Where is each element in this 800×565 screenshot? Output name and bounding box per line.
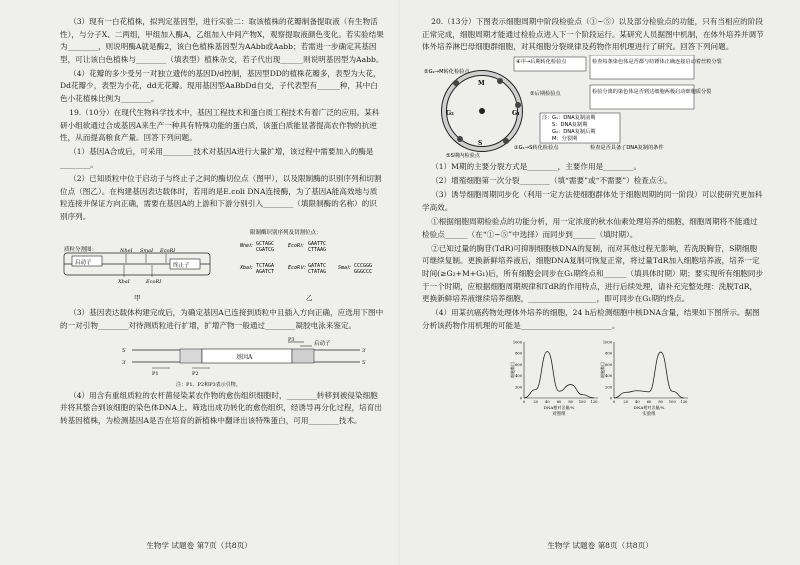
y-tick-label: 1000 <box>602 340 612 345</box>
histogram-control <box>509 341 598 417</box>
y-tick-label: 800 <box>515 351 522 356</box>
enzyme-nhe-seq1: GCTAGC <box>256 241 275 247</box>
q18-part4: （4）花瓣的多少受另一对独立遗传的基因D/d控制，基因型DD的植株花瓣多，表型为大花，Dd花瓣少，表型为小花，dd无花瓣。现用基因型AaBbDd自交，子代表型有______种，其中白色小花植株比例为________。 <box>60 68 381 104</box>
q19-part3: （3）基因表达载体构建完成后，为确定基因A已连接到质粒中且插入方向正确，应选用下图中的一对引物________对待测质粒进行扩增，扩增产物一般通过________凝胶电泳来鉴定。 <box>60 308 384 330</box>
q19-part4: （4）用含有重组质粒的农杆菌侵染某农作物的愈伤组织细胞时，________转移到被侵染细胞并将其整合到该细胞的染色体DNA上。筛选出成功转化的愈伤组织，经诱导再分化过程，培育出转基因植株，为检测基因A是否在培育的新植株中翻译出该特殊蛋白，可用________技术。 <box>60 390 382 425</box>
legend-m: M：分裂期 <box>552 136 578 143</box>
enzyme-ecov-name: EcoRⅤ: <box>288 265 307 271</box>
checkpoint-midanaphase-label: ④中→后期转化检验点 <box>516 59 567 66</box>
fig-yi-caption: 乙 <box>306 294 313 302</box>
checkpoint-spindle-desc: 检查每条染色体是否都与纺锤体正确连接启动着丝粒分裂 <box>592 59 722 66</box>
y-tick-label: 200 <box>515 385 522 390</box>
enzyme-table <box>239 241 372 275</box>
enzyme-xba-seq2: AGATCT <box>256 269 275 275</box>
series-line <box>524 352 594 398</box>
enzyme-eco-seq1: GAATTC <box>308 241 327 247</box>
svg-text:G₁: G₁ <box>512 110 520 118</box>
q19-part1: （1）基因A合成后，可采用________技术对基因A进行大量扩增，该过程中需要加入的酶是________。 <box>60 147 374 170</box>
x-axis-label: DNA相对含量/% <box>633 405 665 410</box>
x-tick-label: 100 <box>668 400 676 404</box>
plasmid-promoter-label: 启动子 <box>75 260 92 266</box>
x-tick-label: 120 <box>680 400 688 404</box>
right-footer: 生物学 试题卷 第8页（共8页） <box>547 541 653 551</box>
enzyme-sma-name: SmaⅠ: <box>338 265 352 271</box>
x-tick-label: 60 <box>646 400 652 404</box>
x-tick-label: 20 <box>533 400 538 404</box>
q20-part2: （2）增殖细胞第一次分裂________（填“需要”或“不需要”）检查点④。 <box>431 176 672 186</box>
y-tick-label: 400 <box>605 374 612 379</box>
enzyme-nhe-seq2: CGATCG <box>256 247 275 253</box>
x-axis-label: DNA相对含量/% <box>543 405 575 410</box>
q20-stem: 20.（13分）下图表示细胞周期中阶段检验点（①~⑤）以及部分检验点的功能，只有当相应的阶段正常完成，细胞周期才能通过检验点进入下一个阶段运行。某研究人员据图中机制，在体外培养并调节体外培养淋巴母细胞群细胞，对其细胞分裂规律及药物作用机理进行了研究。回答下列问题。 <box>422 17 764 52</box>
q19-stem: 19.（10分）在现代生物科学技术中，基因工程技术和蛋白质工程技术有着广泛的应用。某科研小组欲通过合成基因A来生产一种具有特殊功能的蛋白质，该蛋白质能显著提高农作物的抗逆性，从而提高粮食产量。回答下列问题。 <box>60 108 380 143</box>
left-page <box>0 0 398 565</box>
enzyme-nhe-name: NheⅠ: <box>240 243 254 249</box>
checkpoint-anaphase-label: ⑤后期检验点 <box>530 91 561 98</box>
q18-part3: （3）现有一白花植株，拟判定基因型，进行实验二：取该植株的花瓣制备提取液（有生物活性），与分子X、二两组，甲组加入酶A，乙组加入中间产物X，观察提取液颜色变化。若实验结果为________，则说明酶A就是酶2，该白色植株基因型为AAbb或Aabb；若需进一步确定其基因型，可让该白色植株与________（填表型）植株杂交，若子代出现______则说明基因型为Aabb。 <box>60 17 384 64</box>
y-tick-label: 400 <box>515 374 522 379</box>
y-axis-label: 细胞数目 <box>600 362 605 378</box>
legend-g1: G₁：DNA复制前期 <box>552 115 596 122</box>
primer-p2: P2 <box>192 370 199 377</box>
primer-promoter-label: 启动子 <box>314 340 331 347</box>
svg-text:M: M <box>478 80 485 88</box>
svg-text:5′: 5′ <box>362 359 367 366</box>
y-tick-label: 800 <box>605 351 612 356</box>
enzyme-ecov-seq1: GATATC <box>308 263 327 269</box>
enzyme-sma-seq2: GGGCCC <box>354 269 373 275</box>
x-tick-label: 0 <box>522 400 526 404</box>
primer-p3: P3 <box>288 336 295 343</box>
q20-part4: （4）用某抗癌药物处理体外培养的细胞，24 h后检测细胞中核DNA含量，结果如下图所示。据图分析该药物作用机理的可能是________________________。 <box>422 308 760 330</box>
enzyme-eco-seq2: CTTAAG <box>308 247 327 253</box>
y-tick-label: 200 <box>605 385 612 390</box>
enzyme-xba-seq1: TCTAGA <box>256 263 275 269</box>
figure-cell-cycle <box>422 55 764 161</box>
enzyme-eco-name: EcoRⅠ: <box>288 243 305 249</box>
fig-jia-caption: 甲 <box>134 294 141 302</box>
site-xba: XbaⅠ <box>118 279 130 285</box>
checkpoint-g2m-label: ⑤G₂→M转化检验点 <box>424 69 470 76</box>
legend-title: 注： <box>542 115 553 122</box>
x-tick-label: 40 <box>635 400 640 404</box>
primer-note: 注：P1、P2和P3表示引物。 <box>176 381 241 388</box>
svg-text:3′: 3′ <box>362 347 367 354</box>
checkpoint-anaphase-desc: 检验分离的染色体是否到达细胞两极启动细胞质分裂 <box>592 89 712 96</box>
y-tick-label: 600 <box>605 362 612 367</box>
right-page <box>400 0 800 565</box>
series-line <box>614 352 684 398</box>
svg-text:5′: 5′ <box>122 347 127 354</box>
enzyme-xba-name: XbaⅠ: <box>240 265 254 271</box>
x-tick-label: 100 <box>578 400 586 404</box>
x-tick-label: 80 <box>658 400 663 404</box>
histogram-treated <box>599 341 688 417</box>
fig-yi-title: 限制酶识别序列及切割位点： <box>250 230 322 236</box>
y-tick-label: 0 <box>609 396 612 401</box>
svg-text:3′: 3′ <box>122 359 127 366</box>
checkpoint-g1s-label: ①G₁→S转化检验点 <box>514 145 559 152</box>
figure-primers <box>60 334 384 390</box>
plasmid-terminator-label: 终止子 <box>173 263 190 269</box>
y-axis-label: 细胞数目 <box>510 362 515 378</box>
q20-part1: （1）M期的主要分裂方式是________，主要作用是________。 <box>431 162 642 172</box>
figure-plasmid-and-enzymes <box>60 225 384 307</box>
q19-part2: （2）已知质粒中位于启动子与终止子之间的酶切位点（图甲），以及限制酶的识别序列和切割位点（图乙）。在构建基因表达载体时，若用的是E.coli DNA连接酶，为了基因A能高效地与质粒连接并保证方向正确，需要在基因A的上游和下游分别引入________（填限制酶的名称）的识别序列。 <box>60 174 382 221</box>
x-tick-label: 80 <box>568 400 573 404</box>
y-tick-label: 1000 <box>512 340 522 345</box>
site-eco1: EcoRⅠ <box>160 248 176 254</box>
q20-part3b: ②已知过量的胸苷(TdR)可抑制细胞核DNA的复制，而对其他过程无影响，若洗脱胸苷，S期细胞可继续复制。更换新鲜培养液后，细胞DNA复制可恢复正常，将过量TdR加入细胞培养液，培养一定时间(≥G₂+M+G₁)后，所有细胞会同步在G₁期终点和______（填具体时期）期；要实现所有细胞同步于一个时期，应根据细胞周期规律和TdR的作用特点，进行后续处理，请补充完整处理：洗脱TdR，更换新鲜培养液继续培养细胞，__________________，即可同步在G₁期的终点。 <box>422 243 764 304</box>
primer-p1: P1 <box>152 370 159 377</box>
q20-part3: （3）诱导细胞周期同步化（利用一定方法使细胞群体处于细胞周期的同一阶段）可以使研究更加科学高效。 <box>422 190 763 213</box>
svg-text:G₂: G₂ <box>446 110 454 118</box>
site-sma: SmaⅠ <box>140 248 154 254</box>
chart-title: 实验组 <box>642 412 656 416</box>
checkpoint-g1s-desc: 检查是否具备了DNA复制的条件 <box>590 145 664 152</box>
cycle-labels <box>424 55 723 159</box>
enzyme-ecov-seq2: CTATAG <box>308 269 327 275</box>
x-tick-label: 20 <box>623 400 628 404</box>
legend-g2: G₂：DNA复制后期 <box>552 129 596 136</box>
site-eco2: EcoRⅠ <box>146 279 162 285</box>
y-tick-label: 0 <box>519 396 522 401</box>
x-tick-label: 60 <box>556 400 562 404</box>
svg-text:S: S <box>478 140 483 148</box>
figure-dna-histograms <box>422 334 764 416</box>
left-footer: 生物学 试题卷 第7页（共8页） <box>146 541 252 551</box>
q20-part3a: ①根据细胞周期检验点的功能分析，用一定浓度的秋水仙素处理培养的细胞，细胞周期将不能通过检验点______（在“①~⑤”中选择）而同步到______（填时期）。 <box>422 217 758 239</box>
plasmid-map-label: 质粒分割图： <box>64 247 98 253</box>
checkpoint-s-label: ⑤S期内检验点 <box>446 153 480 160</box>
gene-a-label: 基因A <box>236 353 253 361</box>
x-tick-label: 0 <box>612 400 616 404</box>
enzyme-sma-seq1: CCCGGG <box>354 263 373 269</box>
x-tick-label: 40 <box>545 400 550 404</box>
legend-s: S：DNA复制期 <box>552 122 588 129</box>
y-tick-label: 600 <box>515 362 522 367</box>
site-nhe: NheⅠ <box>120 248 133 254</box>
chart-title: 对照组 <box>552 412 566 416</box>
x-tick-label: 120 <box>590 400 598 404</box>
